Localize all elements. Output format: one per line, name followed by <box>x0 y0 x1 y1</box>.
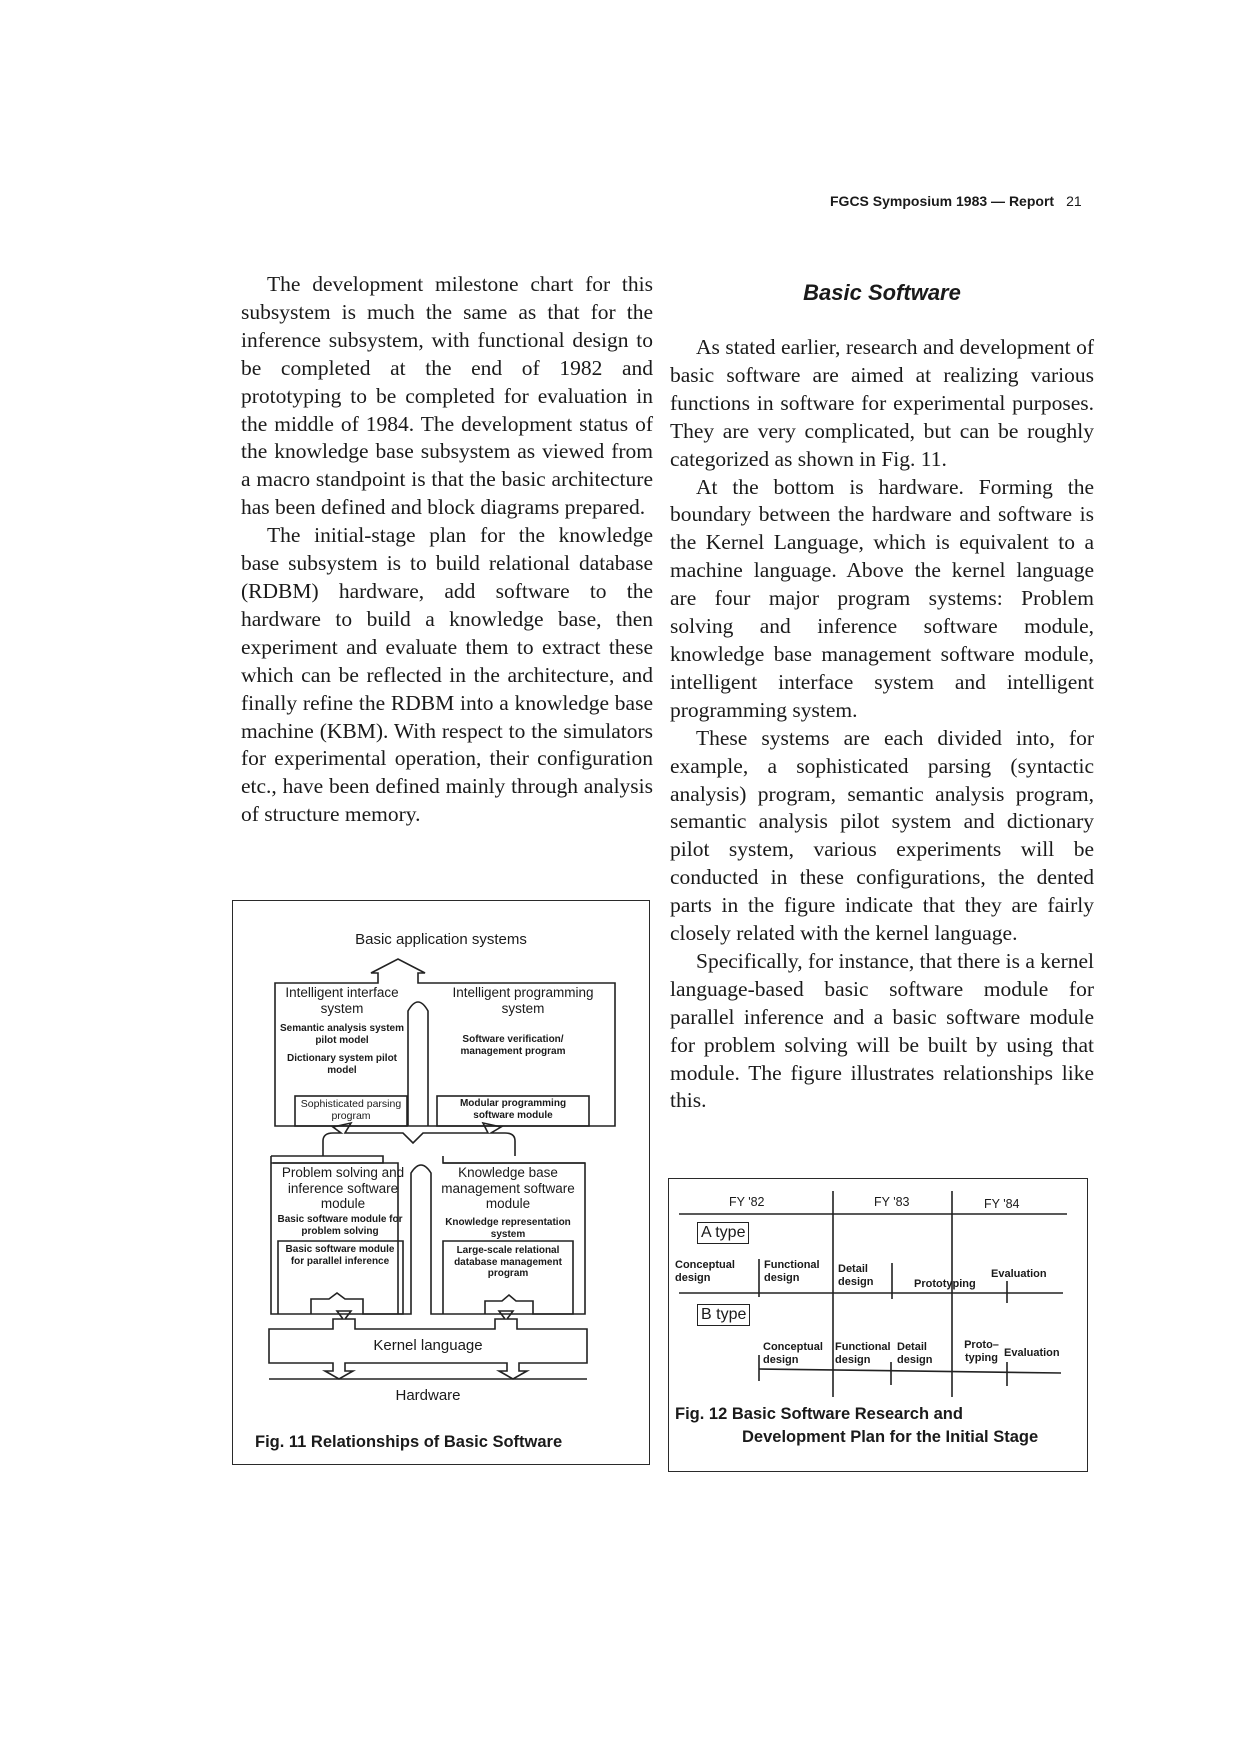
right-column <box>670 334 1094 1115</box>
modular-programming-label: Modular programming software module <box>459 1098 567 1121</box>
b-phase-functional: Functional design <box>835 1341 891 1366</box>
a-phase-functional: Functional design <box>764 1259 820 1284</box>
b-type-badge: B type <box>697 1304 750 1326</box>
b-phase-conceptual: Conceptual design <box>763 1341 823 1366</box>
a-phase-prototyping: Prototyping <box>914 1278 976 1290</box>
relational-database-label: Large-scale relational database management program <box>454 1245 562 1279</box>
a-phase-evaluation: Evaluation <box>991 1268 1047 1280</box>
connector-brace <box>323 1123 515 1156</box>
paragraph: Specifically, for instance, that there is a kernel language-based basic software module for parallel inference and a basic software module for problem solving will be built by using that module. The figure illustrates relationships like this. <box>670 948 1094 1113</box>
hardware-label: Hardware <box>395 1387 461 1404</box>
running-head <box>830 193 1082 209</box>
a-type-badge: A type <box>697 1222 749 1244</box>
figure-12 <box>668 1178 1088 1472</box>
year-fy84: FY '84 <box>984 1197 1020 1211</box>
kernel-language-label: Kernel language <box>373 1337 483 1354</box>
b-phase-prototyping: Proto– typing <box>964 1339 999 1364</box>
problem-solving-module-label: Basic software module for problem solving <box>277 1214 403 1237</box>
knowledge-base-title: Knowledge base management software module <box>441 1165 575 1212</box>
b-type-rule <box>759 1369 1061 1373</box>
basic-application-systems-label: Basic application systems <box>355 931 527 948</box>
year-fy83: FY '83 <box>874 1195 910 1209</box>
fig12-caption-line1: Fig. 12 Basic Software Research and <box>675 1405 963 1423</box>
paragraph: These systems are each divided into, for example, a sophisticated parsing (syntactic analysis) program, semantic analysis program, semantic analysis pilot system and dictionary pilot system, various experiments will be conducted in these configurations, the dented parts in the figure indicate that they are fairly closely related with the kernel language. <box>670 725 1094 946</box>
upper-divider-loop <box>408 1002 428 1126</box>
paragraph: The development milestone chart for this subsystem is much the same as that for the inference subsystem, with functional design to be completed at the end of 1982 and prototyping to be completed for evaluation in the middle of 1984. The development status of the knowledge base subsystem as viewed from a macro standpoint is that the basic architecture has been defined and block diagrams prepared. <box>241 272 653 520</box>
paragraph: At the bottom is hardware. Forming the boundary between the hardware and software is the Kernel Language, which is equivalent to a machine language. Above the kernel language are four major program systems: Problem solving and inference software module, knowledge base management software module, intelligent interface system and intelligent programming system. <box>670 474 1094 722</box>
page-number: 21 <box>1066 193 1082 209</box>
sophisticated-parsing-label: Sophisticated parsing program <box>300 1098 402 1123</box>
intelligent-interface-title: Intelligent interface system <box>285 985 399 1016</box>
b-phase-evaluation: Evaluation <box>1004 1347 1060 1359</box>
running-head-title: FGCS Symposium 1983 — Report <box>830 193 1055 209</box>
intelligent-programming-title: Intelligent programming system <box>452 985 594 1016</box>
a-phase-detail: Detail design <box>838 1263 874 1288</box>
figure-11 <box>232 900 650 1465</box>
year-fy82: FY '82 <box>729 1195 765 1209</box>
fig12-caption-line2: Development Plan for the Initial Stage <box>742 1428 1039 1446</box>
paragraph: The initial-stage plan for the knowledge base subsystem is to build relational database (RDBM) hardware, add software to the hardware to build a knowledge base, then experiment and evaluate them to extract these which can be reflected in the architecture, and finally refine the RDBM into a knowledge base machine (KBM). With respect to the simulators for experimental operation, their configuration etc., have been defined mainly through analysis of structure memory. <box>241 523 653 827</box>
section-heading: Basic Software <box>803 280 961 305</box>
problem-solving-title: Problem solving and inference software module <box>281 1165 405 1212</box>
semantic-analysis-pilot-label: Semantic analysis system pilot model <box>280 1023 404 1046</box>
parallel-inference-label: Basic software module for parallel inference <box>285 1244 395 1267</box>
b-phase-detail: Detail design <box>897 1341 933 1366</box>
a-phase-conceptual: Conceptual design <box>675 1259 735 1284</box>
left-column <box>241 271 653 829</box>
paragraph: As stated earlier, research and development of basic software are aimed at realizing various functions in software for experimental purposes. They are very complicated, but can be roughly categorized as shown in Fig. 11. <box>670 335 1094 471</box>
knowledge-representation-label: Knowledge representation system <box>445 1217 571 1240</box>
software-verification-label: Software verification/ management program <box>460 1034 566 1057</box>
fig11-caption: Fig. 11 Relationships of Basic Software <box>255 1433 563 1451</box>
dictionary-pilot-label: Dictionary system pilot model <box>286 1053 398 1076</box>
